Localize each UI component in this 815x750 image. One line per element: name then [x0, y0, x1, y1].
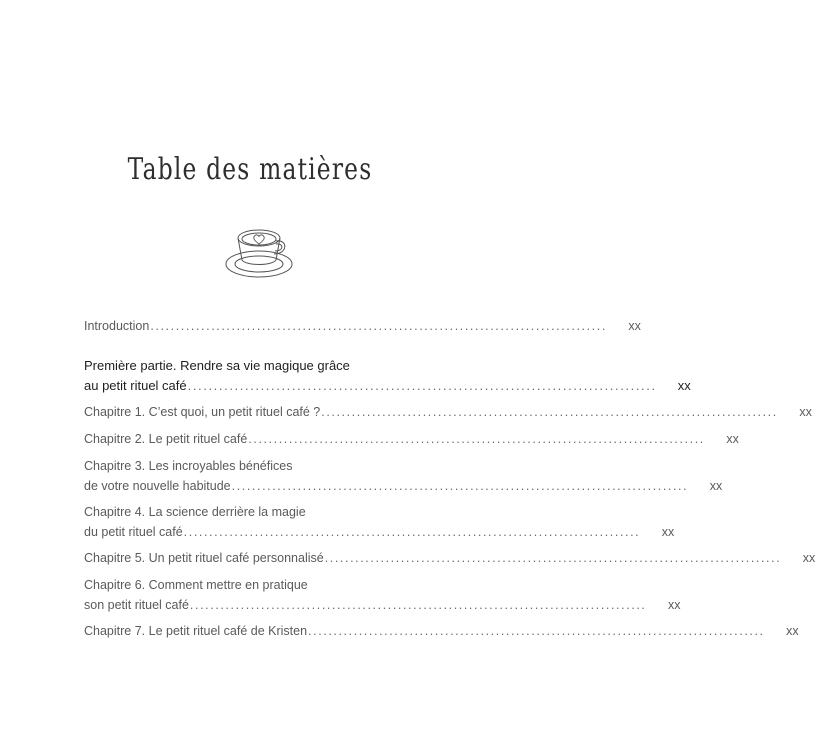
leader-dots: ..........................................................................................	[189, 598, 647, 612]
page-number: xx	[709, 479, 723, 493]
page-number: xx	[726, 432, 739, 446]
toc-entry-chapter-5[interactable]	[84, 548, 815, 568]
toc-entry-title: Chapitre 7. Le petit rituel café de Kristen	[84, 624, 308, 638]
page-title: Table des matières	[127, 152, 373, 187]
toc-entry-chapter-7[interactable]	[84, 621, 799, 641]
toc-entry-title: Chapitre 4. La science derrière la magie	[84, 505, 306, 519]
leader-dots: ..........................................................................................	[308, 624, 765, 638]
leader-dots: ..........................................................................................	[150, 319, 607, 333]
toc-entry-title: Chapitre 3. Les incroyables bénéfices	[84, 459, 293, 473]
toc-entry-title: Première partie. Rendre sa vie magique grâce	[84, 358, 350, 373]
toc-entry-chapter-1[interactable]	[84, 402, 812, 422]
toc-entry-chapter-2[interactable]	[84, 429, 739, 449]
toc-entry-chapter-3[interactable]	[84, 456, 723, 496]
toc-entry-title-continued: son petit rituel café	[84, 598, 189, 612]
page-number: xx	[677, 378, 691, 393]
toc-entry-title: Chapitre 6. Comment mettre en pratique	[84, 578, 308, 592]
toc-entry-title: Introduction	[84, 319, 150, 333]
toc-entry-part-1[interactable]	[84, 356, 691, 396]
leader-dots: ..........................................................................................	[231, 479, 689, 493]
page-number: xx	[661, 525, 675, 539]
toc-entry-title: Chapitre 1. C’est quoi, un petit rituel café ?	[84, 405, 321, 419]
toc-entry-title-continued: au petit rituel café	[84, 378, 187, 393]
page-number: xx	[786, 624, 799, 638]
toc-entry-title-continued: du petit rituel café	[84, 525, 183, 539]
toc-entry-title: Chapitre 2. Le petit rituel café	[84, 432, 248, 446]
leader-dots: ..........................................................................................	[321, 405, 778, 419]
leader-dots: ..........................................................................................	[324, 551, 782, 565]
coffee-cup-icon	[224, 224, 296, 284]
page-number: xx	[802, 551, 815, 565]
page-number: xx	[628, 319, 641, 333]
page-number: xx	[799, 405, 812, 419]
leader-dots: ..........................................................................................	[187, 378, 657, 393]
toc-entry-introduction[interactable]	[84, 316, 641, 336]
leader-dots: ..........................................................................................	[248, 432, 705, 446]
toc-entry-title-continued: de votre nouvelle habitude	[84, 479, 231, 493]
toc-entry-title: Chapitre 5. Un petit rituel café personnalisé	[84, 551, 324, 565]
toc-entry-chapter-6[interactable]	[84, 575, 681, 615]
leader-dots: ..........................................................................................	[183, 525, 641, 539]
toc-entry-chapter-4[interactable]	[84, 502, 675, 542]
page-number: xx	[667, 598, 681, 612]
